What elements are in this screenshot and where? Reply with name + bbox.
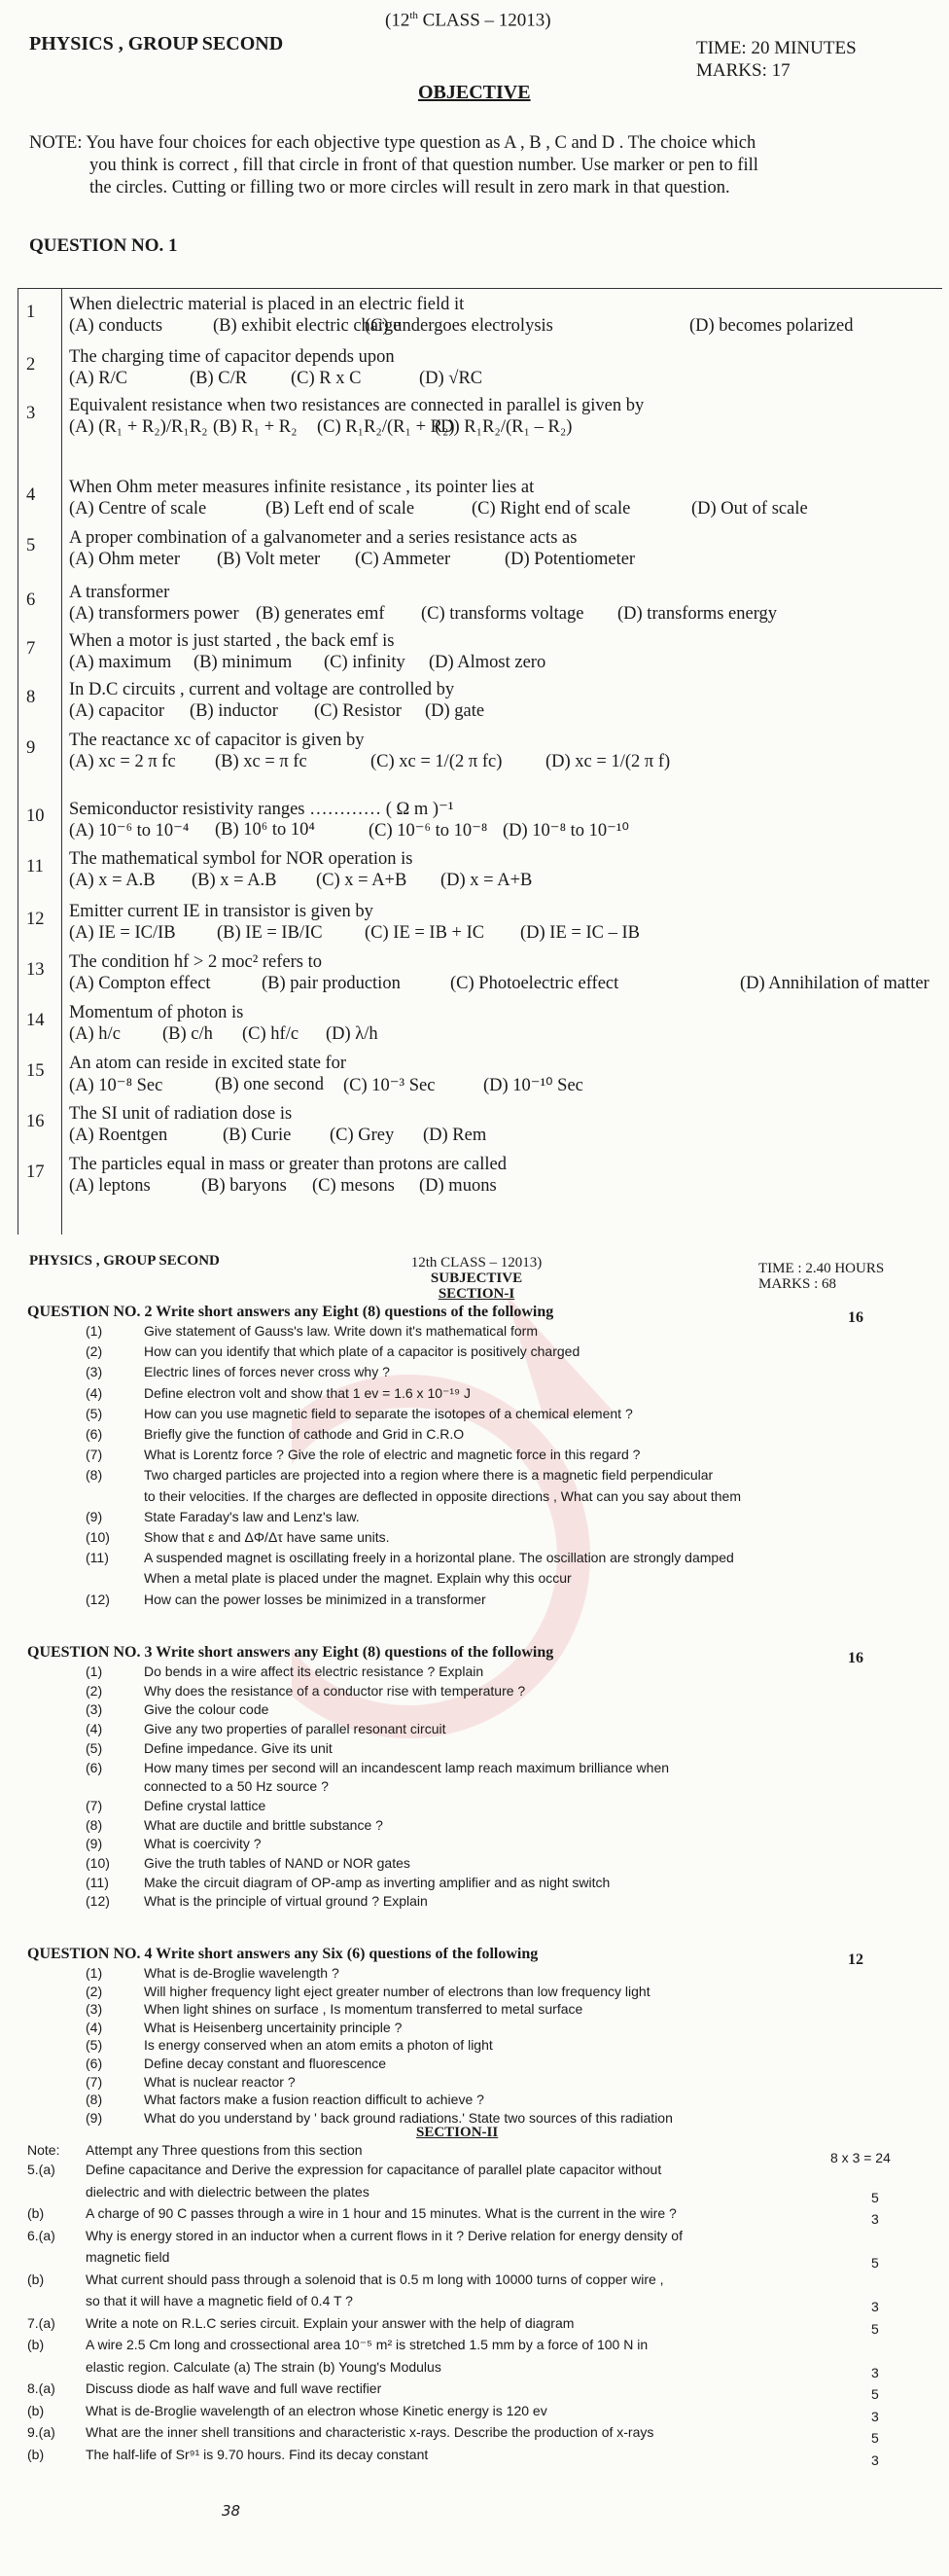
item-text: Define crystal lattice	[144, 1797, 266, 1813]
item-number: (3)	[86, 2001, 103, 2018]
item-number: (9)	[86, 1508, 103, 1524]
option-b: (B) one second	[215, 1075, 324, 1094]
item-text: A suspended magnet is oscillating freely in a horizontal plane. The oscillation are strongly damped	[144, 1550, 734, 1566]
option-c: (C) transforms voltage	[421, 604, 584, 624]
option-a: (A) 10⁻⁶ to 10⁻⁴	[69, 821, 190, 841]
question-number: 6	[26, 590, 36, 610]
note-text: Attempt any Three questions from this section	[86, 2142, 363, 2158]
long-q-text: Define capacitance and Derive the expression for capacitance of parallel plate capacitor without	[86, 2162, 662, 2177]
item-text: How can you use magnetic field to separate the isotopes of a chemical element ?	[144, 1405, 633, 1421]
option-a: (A) capacitor	[69, 701, 165, 721]
item-text: What is coercivity ?	[144, 1836, 262, 1852]
long-q-number: (b)	[27, 2337, 45, 2352]
item-number: (4)	[86, 2019, 103, 2035]
option-a: (A) conducts	[69, 316, 163, 336]
question-stem: Emitter current IE in transistor is given by	[69, 902, 373, 921]
item-text: Give the colour code	[144, 1701, 269, 1718]
item-number: (5)	[86, 1739, 103, 1756]
option-d: (D) Annihilation of matter	[740, 974, 930, 993]
question-number: 7	[26, 639, 36, 659]
question-number: 11	[26, 857, 44, 877]
option-c: (C) 10⁻³ Sec	[343, 1076, 436, 1095]
option-d: (D) Out of scale	[691, 499, 808, 519]
question-stem: The particles equal in mass or greater than protons are called	[69, 1155, 507, 1174]
item-number: (6)	[86, 1426, 103, 1442]
item-number: (12)	[86, 1893, 110, 1910]
question-stem: In D.C circuits , current and voltage are controlled by	[69, 680, 455, 699]
option-a: (A) IE = IC/IB	[69, 923, 176, 943]
item-number: (10)	[86, 1855, 110, 1871]
question-stem: The charging time of capacitor depends upon	[69, 347, 395, 367]
question-stem: The reactance xc of capacitor is given by	[69, 731, 365, 750]
question-stem: The condition hf > 2 moc² refers to	[69, 952, 323, 972]
subject-title: PHYSICS , GROUP SECOND	[29, 33, 284, 54]
long-q-text: The half-life of Sr⁹¹ is 9.70 hours. Find its decay constant	[86, 2446, 429, 2462]
option-c: (C) xc = 1/(2 π fc)	[370, 752, 503, 771]
long-q-number: 8.(a)	[27, 2380, 55, 2396]
long-q-marks: 3	[871, 2451, 879, 2468]
instructions-note	[29, 132, 914, 199]
item-text: Briefly give the function of cathode and Grid in C.R.O	[144, 1426, 465, 1442]
option-c: (C) undergoes electrolysis	[365, 316, 553, 336]
note-marks: 8 x 3 = 24	[830, 2150, 891, 2165]
option-d: (D) R₁R₂/(R₁ – R₂)	[435, 417, 573, 437]
option-d: (D) 10⁻⁸ to 10⁻¹⁰	[503, 821, 629, 841]
long-q-text: What is de-Broglie wavelength of an electron whose Kinetic energy is 120 ev	[86, 2402, 547, 2418]
question-number: 5	[26, 536, 36, 555]
option-b: (B) Left end of scale	[265, 499, 415, 519]
option-b: (B) IE = IB/IC	[217, 923, 323, 943]
question-number: 13	[26, 960, 45, 980]
option-c: (C) Ammeter	[355, 550, 451, 569]
subjective-time: TIME : 2.40 HOURS	[758, 1261, 885, 1276]
item-text: Define decay constant and fluorescence	[144, 2056, 387, 2071]
item-text: When light shines on surface , Is momentum transferred to metal surface	[144, 2001, 583, 2018]
item-text: Why does the resistance of a conductor rise with temperature ?	[144, 1682, 526, 1699]
item-text: Define impedance. Give its unit	[144, 1739, 333, 1756]
item-number: (11)	[86, 1550, 109, 1566]
subjective-marks: MARKS : 68	[758, 1276, 837, 1292]
option-c: (C) Grey	[330, 1126, 395, 1145]
item-text: How many times per second will an incandescent lamp reach maximum brilliance when	[144, 1759, 670, 1775]
item-text: What is Lorentz force ? Give the role of electric and magnetic force in this regard ?	[144, 1447, 641, 1463]
question-1-label: QUESTION NO. 1	[29, 235, 178, 256]
long-q-number: (b)	[27, 2402, 45, 2418]
question-stem: The SI unit of radiation dose is	[69, 1104, 293, 1124]
question-number: 14	[26, 1011, 45, 1030]
mcq-table	[18, 288, 942, 1234]
question-number: 3	[26, 404, 36, 423]
option-c: (C) infinity	[324, 653, 405, 672]
item-number: (9)	[86, 1836, 103, 1852]
long-q-text: elastic region. Calculate (a) The strain (b) Young's Modulus	[86, 2358, 441, 2375]
section-1-heading: SECTION-I	[438, 1286, 515, 1302]
item-number: (8)	[86, 1467, 103, 1484]
item-number: (2)	[86, 1983, 103, 1999]
option-d: (D) IE = IC – IB	[520, 923, 640, 943]
option-a: (A) 10⁻⁸ Sec	[69, 1076, 163, 1095]
note-line-3: the circles. Cutting or filling two or more circles will result in zero mark in that question.	[89, 178, 730, 197]
question-stem: The mathematical symbol for NOR operation is	[69, 849, 413, 869]
long-q-text: Write a note on R.L.C series circuit. Explain your answer with the help of diagram	[86, 2314, 575, 2331]
question-marks: 16	[848, 1309, 863, 1326]
item-text: Give any two properties of parallel resonant circuit	[144, 1721, 446, 1737]
item-number: (1)	[86, 1323, 103, 1339]
option-d: (D) Almost zero	[429, 653, 546, 672]
item-text: Two charged particles are projected into a region where there is a magnetic field perpendicular	[144, 1467, 714, 1484]
item-number: (8)	[86, 2092, 103, 2108]
option-a: (A) Ohm meter	[69, 550, 181, 569]
question-stem: When Ohm meter measures infinite resistance , its pointer lies at	[69, 478, 535, 497]
item-text: How can the power losses be minimized in a transformer	[144, 1591, 486, 1607]
question-heading: QUESTION NO. 2 Write short answers any Eight (8) questions of the following	[27, 1304, 554, 1320]
long-q-marks: 5	[871, 2255, 879, 2271]
long-q-number: 7.(a)	[27, 2314, 55, 2331]
item-number: (4)	[86, 1384, 103, 1401]
question-stem: A proper combination of a galvanometer and a series resistance acts as	[69, 528, 578, 548]
item-text: Show that ε and ΔΦ/Δτ have same units.	[144, 1529, 390, 1545]
item-number: (2)	[86, 1343, 103, 1360]
item-text: What is Heisenberg uncertainity principle ?	[144, 2019, 403, 2035]
option-d: (D) muons	[419, 1176, 497, 1196]
long-q-text: so that it will have a magnetic field of 0.4 T ?	[86, 2293, 353, 2308]
long-q-text: A charge of 90 C passes through a wire in 1 hour and 15 minutes. What is the current in the wire ?	[86, 2205, 677, 2221]
option-a: (A) leptons	[69, 1176, 151, 1196]
item-number: (8)	[86, 1816, 103, 1833]
item-text: connected to a 50 Hz source ?	[144, 1778, 329, 1795]
option-b: (B) exhibit electric charge	[213, 316, 402, 336]
question-stem: A transformer	[69, 583, 170, 602]
option-d: (D) λ/h	[326, 1024, 378, 1044]
question-number: 4	[26, 485, 36, 505]
item-number: (7)	[86, 1797, 103, 1813]
long-q-text: magnetic field	[86, 2249, 170, 2265]
item-text: Is energy conserved when an atom emits a photon of light	[144, 2037, 493, 2054]
long-q-marks: 5	[871, 2189, 879, 2205]
item-text: Make the circuit diagram of OP-amp as inverting amplifier and as night switch	[144, 1874, 611, 1890]
class-line: (12th CLASS – 12013)	[385, 10, 551, 31]
item-number: (5)	[86, 1405, 103, 1421]
option-b: (B) generates emf	[256, 604, 385, 624]
long-q-marks: 5	[871, 2320, 879, 2337]
item-text: What factors make a fusion reaction difficult to achieve ?	[144, 2092, 484, 2108]
option-b: (B) 10⁶ to 10⁴	[215, 820, 315, 840]
option-c: (C) hf/c	[242, 1024, 299, 1044]
option-b: (B) baryons	[201, 1176, 287, 1196]
option-d: (D) becomes polarized	[689, 316, 854, 336]
item-number: (3)	[86, 1364, 103, 1380]
item-number: (1)	[86, 1965, 103, 1981]
long-q-marks: 3	[871, 2299, 879, 2314]
question-stem: Semiconductor resistivity ranges ………… ( Ω m )⁻¹	[69, 800, 454, 819]
item-number: (4)	[86, 1721, 103, 1737]
question-number: 12	[26, 910, 45, 929]
objective-heading: OBJECTIVE	[418, 82, 531, 103]
question-number: 10	[26, 806, 45, 826]
subjective-header-center	[350, 1255, 603, 1302]
question-heading: QUESTION NO. 4 Write short answers any Six (6) questions of the following	[27, 1946, 539, 1962]
handwritten-page-number: 38	[222, 2502, 241, 2520]
long-q-number: 6.(a)	[27, 2227, 55, 2243]
note-line-1: NOTE: You have four choices for each objective type question as A , B , C and D . The choice which	[29, 133, 756, 153]
question-number: 9	[26, 738, 36, 758]
long-q-marks: 3	[871, 2408, 879, 2424]
question-stem: Equivalent resistance when two resistances are connected in parallel is given by	[69, 396, 645, 415]
subjective-heading: SUBJECTIVE	[430, 1270, 523, 1286]
long-q-number: (b)	[27, 2271, 45, 2287]
item-text: Will higher frequency light eject greater number of electrons than low frequency light	[144, 1983, 650, 1999]
item-number: (7)	[86, 2073, 103, 2090]
option-b: (B) minimum	[193, 653, 293, 672]
option-b: (B) c/h	[162, 1024, 213, 1044]
option-a: (A) Centre of scale	[69, 499, 207, 519]
option-d: (D) Rem	[423, 1126, 487, 1145]
option-a: (A) xc = 2 π fc	[69, 752, 176, 771]
long-q-marks: 3	[871, 2211, 879, 2227]
option-d: (D) √RC	[419, 369, 483, 388]
long-q-number: (b)	[27, 2205, 45, 2221]
option-b: (B) Curie	[223, 1126, 292, 1145]
number-column-divider	[61, 289, 62, 1234]
question-number: 16	[26, 1112, 45, 1131]
item-text: What are ductile and brittle substance ?	[144, 1816, 383, 1833]
option-a: (A) x = A.B	[69, 871, 156, 890]
question-number: 17	[26, 1163, 45, 1182]
item-text: How can you identify that which plate of a capacitor is positively charged	[144, 1343, 580, 1360]
option-a: (A) Roentgen	[69, 1126, 168, 1145]
item-number: (10)	[86, 1529, 110, 1545]
question-marks: 12	[848, 1951, 863, 1968]
long-q-marks: 3	[871, 2364, 879, 2380]
question-marks: 16	[848, 1650, 863, 1666]
item-number: (6)	[86, 2056, 103, 2071]
option-d: (D) 10⁻¹⁰ Sec	[483, 1076, 583, 1095]
option-c: (C) Resistor	[314, 701, 402, 721]
item-number: (12)	[86, 1591, 110, 1607]
item-text: State Faraday's law and Lenz's law.	[144, 1508, 360, 1524]
item-text: What is the principle of virtual ground ? Explain	[144, 1893, 428, 1910]
long-q-text: dielectric and with dielectric between the plates	[86, 2183, 369, 2200]
item-number: (3)	[86, 1701, 103, 1718]
question-number: 8	[26, 688, 36, 707]
long-q-text: What are the inner shell transitions and characteristic x-rays. Describe the production of x-rays	[86, 2424, 654, 2440]
long-q-number: (b)	[27, 2446, 45, 2462]
option-b: (B) Volt meter	[217, 550, 321, 569]
long-q-text: What current should pass through a solenoid that is 0.5 m long with 10000 turns of copper wire ,	[86, 2271, 664, 2287]
note-label: Note:	[27, 2142, 60, 2158]
long-q-marks: 5	[871, 2430, 879, 2446]
item-number: (1)	[86, 1664, 103, 1679]
option-d: (D) gate	[425, 701, 485, 721]
long-q-text: Why is energy stored in an inductor when a current flows in it ? Derive relation for energy density of	[86, 2227, 683, 2243]
option-a: (A) R/C	[69, 369, 128, 388]
subjective-time-marks	[758, 1261, 884, 1292]
time-label: TIME: 20 MINUTES	[696, 38, 857, 58]
question-stem: Momentum of photon is	[69, 1003, 244, 1022]
option-d: (D) Potentiometer	[505, 550, 636, 569]
option-a: (A) transformers power	[69, 604, 239, 624]
subjective-class-line: 12th CLASS – 12013)	[410, 1255, 543, 1270]
option-c: (C) x = A+B	[316, 871, 407, 890]
question-number: 15	[26, 1061, 45, 1081]
item-text: to their velocities. If the charges are deflected in opposite directions , What can you say about them	[144, 1487, 742, 1504]
option-c: (C) 10⁻⁶ to 10⁻⁸	[369, 821, 488, 841]
item-number: (11)	[86, 1874, 109, 1890]
item-text: Give statement of Gauss's law. Write down it's mathematical form	[144, 1323, 539, 1339]
item-text: When a metal plate is placed under the magnet. Explain why this occur	[144, 1570, 572, 1587]
long-q-text: Discuss diode as half wave and full wave rectifier	[86, 2380, 382, 2396]
marks-label: MARKS: 17	[696, 60, 791, 81]
option-b: (B) inductor	[190, 701, 278, 721]
option-b: (B) x = A.B	[192, 871, 277, 890]
item-number: (7)	[86, 1447, 103, 1463]
option-a: (A) Compton effect	[69, 974, 211, 993]
item-number: (6)	[86, 1759, 103, 1775]
option-c: (C) R x C	[291, 369, 362, 388]
long-q-number: 5.(a)	[27, 2162, 55, 2177]
item-text: What do you understand by ' back ground radiations.' State two sources of this radiation	[144, 2109, 673, 2126]
item-text: What is de-Broglie wavelength ?	[144, 1965, 339, 1981]
long-q-number: 9.(a)	[27, 2424, 55, 2440]
question-stem: When a motor is just started , the back emf is	[69, 631, 395, 651]
option-c: (C) IE = IB + IC	[365, 923, 485, 943]
option-c: (C) mesons	[312, 1176, 395, 1196]
option-a: (A) h/c	[69, 1024, 121, 1044]
item-text: Give the truth tables of NAND or NOR gates	[144, 1855, 410, 1871]
question-stem: An atom can reside in excited state for	[69, 1054, 347, 1073]
question-number: 2	[26, 355, 36, 375]
item-text: Define electron volt and show that 1 ev = 1.6 x 10⁻¹⁹ J	[144, 1384, 471, 1401]
item-number: (5)	[86, 2037, 103, 2054]
option-c: (C) Right end of scale	[472, 499, 631, 519]
long-q-marks: 5	[871, 2386, 879, 2402]
item-text: What is nuclear reactor ?	[144, 2073, 296, 2090]
item-text: Electric lines of forces never cross why ?	[144, 1364, 390, 1380]
question-heading: QUESTION NO. 3 Write short answers any Eight (8) questions of the following	[27, 1644, 554, 1661]
option-c: (C) Photoelectric effect	[450, 974, 619, 993]
item-number: (9)	[86, 2109, 103, 2126]
option-b: (B) C/R	[190, 369, 248, 388]
option-d: (D) x = A+B	[440, 871, 533, 890]
option-a: (A) (R₁ + R₂)/R₁R₂	[69, 417, 208, 437]
option-d: (D) transforms energy	[617, 604, 778, 624]
subjective-subject: PHYSICS , GROUP SECOND	[29, 1253, 220, 1269]
question-number: 1	[26, 303, 36, 322]
question-stem: When dielectric material is placed in an electric field it	[69, 295, 465, 314]
option-d: (D) xc = 1/(2 π f)	[545, 752, 671, 771]
long-q-text: A wire 2.5 Cm long and crossectional area 10⁻⁵ m² is stretched 1.5 mm by a force of 100 N in	[86, 2337, 649, 2352]
option-c: (C) R₁R₂/(R₁ + R₂)	[317, 417, 455, 437]
note-line-2: you think is correct , fill that circle in front of that question number. Use marker or pen to fill	[89, 156, 758, 175]
section-2-heading: SECTION-II	[416, 2125, 499, 2140]
item-number: (2)	[86, 1682, 103, 1699]
option-a: (A) maximum	[69, 653, 172, 672]
time-marks	[696, 37, 857, 82]
option-b: (B) R₁ + R₂	[213, 417, 298, 437]
item-text: Do bends in a wire affect its electric resistance ? Explain	[144, 1664, 484, 1679]
option-b: (B) pair production	[262, 974, 401, 993]
option-b: (B) xc = π fc	[215, 752, 307, 771]
